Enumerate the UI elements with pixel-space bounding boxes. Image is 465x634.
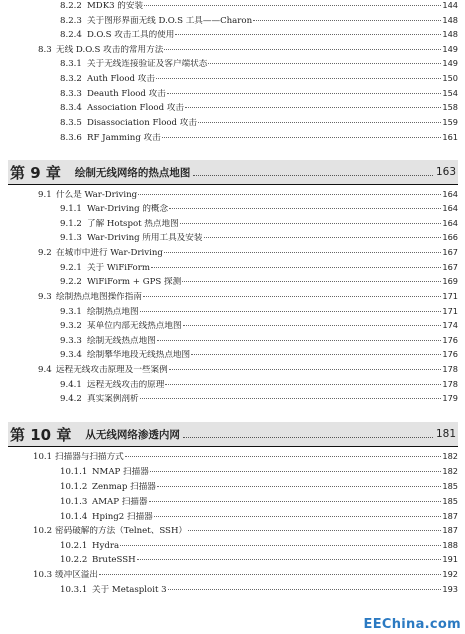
toc-entry-number: 10.1.2 — [60, 482, 88, 492]
dot-leader — [183, 437, 433, 438]
toc-entry-number: 8.3.3 — [60, 89, 82, 99]
toc-entry-title: 在城市中进行 War-Driving — [56, 248, 163, 258]
dot-leader — [156, 78, 441, 79]
toc-entry-number: 8.2.2 — [60, 1, 82, 11]
toc-entry-page: 185 — [442, 481, 458, 491]
toc-entry-page: 182 — [442, 466, 458, 476]
toc-entry-number: 8.3.2 — [60, 74, 82, 84]
toc-entry-number: 9.4.2 — [60, 394, 82, 404]
toc-entry-title: Zenmap 扫描器 — [92, 482, 156, 492]
toc-subsection-row[interactable] — [60, 203, 458, 214]
toc-section-row[interactable] — [38, 291, 458, 302]
toc-entry-number: 9.3.4 — [60, 350, 82, 360]
dot-leader — [169, 369, 442, 370]
chapter-number: 第 10 章 — [10, 425, 72, 444]
toc-entry-number: 8.3 — [38, 45, 52, 55]
toc-entry-page: 178 — [442, 364, 458, 374]
toc-entry-title: 远程无线攻击原理及一些案例 — [56, 365, 168, 375]
toc-entry-title: MDK3 的安装 — [87, 1, 144, 11]
toc-entry-page: 187 — [442, 525, 458, 535]
toc-entry-page: 192 — [442, 569, 458, 579]
toc-entry-title: WiFiForm + GPS 探测 — [87, 277, 182, 287]
toc-section-row[interactable] — [38, 247, 458, 258]
toc-entry-page: 167 — [442, 262, 458, 272]
dot-leader — [154, 516, 442, 517]
toc-subsection-row[interactable] — [60, 540, 458, 551]
toc-subsection-row[interactable] — [60, 102, 458, 113]
toc-section-row[interactable] — [33, 569, 458, 580]
toc-subsection-row[interactable] — [60, 88, 458, 99]
toc-entry-title: 绘制热点地图 — [87, 307, 139, 317]
toc-subsection-row[interactable] — [60, 511, 458, 522]
toc-entry-page: 193 — [442, 584, 458, 594]
toc-section-row[interactable] — [38, 364, 458, 375]
dot-leader — [168, 589, 442, 590]
toc-entry-number: 9.2.2 — [60, 277, 82, 287]
toc-entry-page: 176 — [442, 335, 458, 345]
toc-entry-number: 10.1.4 — [60, 512, 88, 522]
toc-entry-page: 148 — [442, 15, 458, 25]
toc-entry-number: 9.2.1 — [60, 263, 82, 273]
toc-subsection-row[interactable] — [60, 335, 458, 346]
toc-entry-title: RF Jamming 攻击 — [87, 133, 161, 143]
toc-subsection-row[interactable] — [60, 132, 458, 143]
toc-entry-title: War-Driving 所用工具及安装 — [87, 233, 203, 243]
toc-entry-number: 9.1.3 — [60, 233, 82, 243]
dot-leader — [253, 20, 441, 21]
toc-entry-page: 171 — [442, 306, 458, 316]
toc-entry-number: 9.1.1 — [60, 204, 82, 214]
toc-entry-title: 密码破解的方法（Telnet、SSH） — [55, 526, 188, 536]
toc-entry-number: 9.3 — [38, 292, 52, 302]
toc-entry-page: 166 — [442, 232, 458, 242]
toc-entry-title: Hping2 扫描器 — [92, 512, 153, 522]
toc-entry-page: 149 — [442, 58, 458, 68]
toc-entry-number: 8.2.3 — [60, 16, 82, 26]
chapter-page: 163 — [435, 166, 456, 178]
dot-leader — [164, 252, 441, 253]
toc-entry-number: 9.1 — [38, 190, 52, 200]
toc-subsection-row[interactable] — [60, 393, 458, 404]
toc-entry-title: Association Flood 攻击 — [87, 103, 185, 113]
toc-entry-page: 159 — [442, 117, 458, 127]
dot-leader — [180, 223, 442, 224]
toc-entry-title: BruteSSH — [92, 555, 136, 565]
toc-entry-title: 真实案例剖析 — [87, 394, 139, 404]
toc-subsection-row[interactable] — [60, 584, 458, 595]
dot-leader — [143, 296, 441, 297]
toc-entry-title: 远程无线攻击的原理 — [87, 380, 165, 390]
toc-entry-title: 绘制无线热点地图 — [87, 336, 156, 346]
dot-leader — [149, 501, 442, 502]
dot-leader — [150, 471, 442, 472]
toc-entry-number: 8.3.1 — [60, 59, 82, 69]
chapter-heading[interactable] — [8, 422, 458, 447]
toc-subsection-row[interactable] — [60, 218, 458, 229]
toc-section-row[interactable] — [38, 189, 458, 200]
toc-subsection-row[interactable] — [60, 349, 458, 360]
toc-subsection-row[interactable] — [60, 466, 458, 477]
toc-entry-title: 无线 D.O.S 攻击的常用方法 — [56, 45, 164, 55]
toc-entry-page: 191 — [442, 554, 458, 564]
toc-entry-page: 148 — [442, 29, 458, 39]
dot-leader — [140, 398, 442, 399]
watermark: EEChina.com — [363, 617, 461, 632]
toc-entry-page: 176 — [442, 349, 458, 359]
toc-entry-page: 169 — [442, 276, 458, 286]
toc-entry-title: D.O.S 攻击工具的使用 — [87, 30, 175, 40]
dot-leader — [120, 545, 441, 546]
dot-leader — [140, 311, 442, 312]
dot-leader — [185, 107, 441, 108]
dot-leader — [182, 281, 441, 282]
toc-entry-number: 10.2 — [33, 526, 53, 536]
toc-subsection-row[interactable] — [60, 554, 458, 565]
chapter-number: 第 9 章 — [10, 163, 61, 182]
toc-entry-number: 10.1 — [33, 452, 53, 462]
toc-entry-number: 10.1.1 — [60, 467, 88, 477]
dot-leader — [157, 486, 441, 487]
toc-entry-page: 149 — [442, 44, 458, 54]
toc-entry-page: 161 — [442, 132, 458, 142]
toc-section-row[interactable] — [38, 44, 458, 55]
dot-leader — [144, 5, 441, 6]
chapter-title: 绘制无线网络的热点地图 — [74, 166, 191, 179]
toc-entry-title: 绘制热点地图操作指南 — [56, 292, 142, 302]
toc-entry-title: Deauth Flood 攻击 — [87, 89, 166, 99]
dot-leader — [167, 93, 442, 94]
dot-leader — [165, 384, 441, 385]
toc-entry-title: 绘制攀华地段无线热点地图 — [87, 350, 191, 360]
toc-subsection-row[interactable] — [60, 320, 458, 331]
toc-entry-number: 10.3.1 — [60, 585, 88, 595]
toc-entry-title: War-Driving 的概念 — [87, 204, 169, 214]
toc-entry-page: 158 — [442, 102, 458, 112]
toc-entry-number: 10.3 — [33, 570, 53, 580]
dot-leader — [125, 456, 442, 457]
toc-entry-page: 188 — [442, 540, 458, 550]
toc-entry-page: 174 — [442, 320, 458, 330]
dot-leader — [164, 49, 441, 50]
toc-entry-number: 8.3.6 — [60, 133, 82, 143]
toc-entry-title: 关于无线连接验证及客户端状态 — [87, 59, 208, 69]
chapter-heading[interactable] — [8, 160, 458, 185]
toc-entry-title: 缓冲区溢出 — [55, 570, 98, 580]
toc-entry-page: 187 — [442, 511, 458, 521]
dot-leader — [138, 194, 441, 195]
toc-entry-title: 什么是 War-Driving — [56, 190, 138, 200]
toc-entry-number: 9.3.1 — [60, 307, 82, 317]
toc-entry-title: NMAP 扫描器 — [92, 467, 149, 477]
dot-leader — [137, 559, 442, 560]
toc-subsection-row[interactable] — [60, 73, 458, 84]
toc-subsection-row[interactable] — [60, 15, 458, 26]
toc-section-row[interactable] — [33, 525, 458, 536]
toc-entry-title: Hydra — [92, 541, 120, 551]
toc-entry-page: 144 — [442, 0, 458, 10]
toc-entry-title: 关于图形界面无线 D.O.S 工具——Charon — [87, 16, 253, 26]
toc-entry-number: 9.3.2 — [60, 321, 82, 331]
toc-subsection-row[interactable] — [60, 262, 458, 273]
toc-subsection-row[interactable] — [60, 232, 458, 243]
toc-entry-number: 9.4.1 — [60, 380, 82, 390]
toc-entry-page: 185 — [442, 496, 458, 506]
dot-leader — [208, 63, 441, 64]
toc-entry-page: 164 — [442, 203, 458, 213]
toc-entry-page: 167 — [442, 247, 458, 257]
toc-entry-page: 164 — [442, 189, 458, 199]
dot-leader — [183, 325, 442, 326]
toc-entry-title: 关于 WiFiForm — [87, 263, 150, 273]
toc-entry-page: 182 — [442, 451, 458, 461]
toc-entry-number: 10.1.3 — [60, 497, 88, 507]
chapter-title: 从无线网络渗透内网 — [85, 428, 180, 441]
toc-entry-title: 扫描器与扫描方式 — [55, 452, 124, 462]
toc-entry-title: AMAP 扫描器 — [92, 497, 148, 507]
toc-subsection-row[interactable] — [60, 481, 458, 492]
toc-entry-number: 10.2.1 — [60, 541, 88, 551]
dot-leader — [99, 574, 441, 575]
toc-entry-page: 164 — [442, 218, 458, 228]
dot-leader — [175, 34, 441, 35]
toc-subsection-row[interactable] — [60, 29, 458, 40]
dot-leader — [188, 530, 441, 531]
toc-entry-number: 8.2.4 — [60, 30, 82, 40]
toc-entry-number: 9.1.2 — [60, 219, 82, 229]
dot-leader — [198, 122, 441, 123]
toc-entry-number: 8.3.5 — [60, 118, 82, 128]
toc-subsection-row[interactable] — [60, 58, 458, 69]
toc-entry-number: 9.4 — [38, 365, 52, 375]
toc-entry-page: 179 — [442, 393, 458, 403]
dot-leader — [193, 175, 433, 176]
toc-entry-number: 9.2 — [38, 248, 52, 258]
toc-entry-title: 了解 Hotspot 热点地图 — [87, 219, 179, 229]
toc-entry-number: 10.2.2 — [60, 555, 88, 565]
toc-entry-title: 某单位内部无线热点地图 — [87, 321, 182, 331]
toc-entry-page: 171 — [442, 291, 458, 301]
toc-subsection-row[interactable] — [60, 496, 458, 507]
toc-entry-title: Disassociation Flood 攻击 — [87, 118, 197, 128]
toc-entry-page: 150 — [442, 73, 458, 83]
dot-leader — [204, 237, 442, 238]
toc-subsection-row[interactable] — [60, 306, 458, 317]
toc-entry-title: Auth Flood 攻击 — [87, 74, 155, 84]
toc-entry-page: 154 — [442, 88, 458, 98]
toc-entry-title: 关于 Metasploit 3 — [92, 585, 167, 595]
toc-subsection-row[interactable] — [60, 379, 458, 390]
dot-leader — [169, 208, 441, 209]
dot-leader — [157, 340, 442, 341]
toc-subsection-row[interactable] — [60, 0, 458, 11]
chapter-page: 181 — [435, 428, 456, 440]
dot-leader — [151, 267, 441, 268]
toc-entry-number: 9.3.3 — [60, 336, 82, 346]
toc-section-row[interactable] — [33, 451, 458, 462]
dot-leader — [162, 137, 442, 138]
toc-subsection-row[interactable] — [60, 276, 458, 287]
dot-leader — [191, 354, 441, 355]
toc-subsection-row[interactable] — [60, 117, 458, 128]
toc-entry-page: 178 — [442, 379, 458, 389]
toc-entry-number: 8.3.4 — [60, 103, 82, 113]
